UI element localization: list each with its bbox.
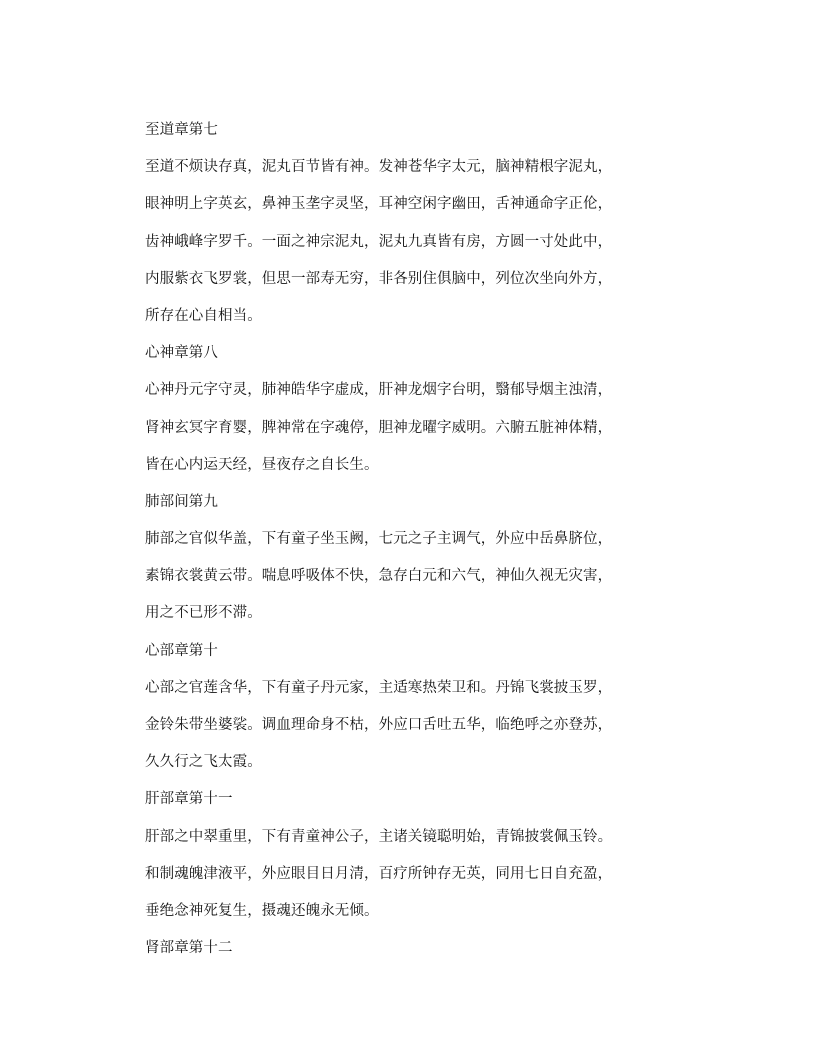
- section-title-11: 肝部章第十一: [145, 791, 233, 808]
- section-title-10: 心部章第十: [145, 642, 218, 659]
- text-line: 肺部之官似华盖，下有童子坐玉阙，七元之子主调气，外应中岳鼻脐位，: [145, 531, 613, 548]
- section-title-9: 肺部间第九: [145, 493, 218, 510]
- text-line: 皆在心内运天经，昼夜存之自长生。: [145, 456, 379, 473]
- text-line: 垂绝念神死复生，摄魂还魄永无倾。: [145, 902, 379, 919]
- text-line: 所存在心自相当。: [145, 307, 262, 324]
- text-line: 内服紫衣飞罗裳，但思一部寿无穷，非各别住俱脑中，列位次坐向外方，: [145, 270, 613, 287]
- text-line: 肾神玄冥字育婴，脾神常在字魂停，胆神龙曜字威明。六腑五脏神体精，: [145, 419, 613, 436]
- text-line: 用之不已形不滞。: [145, 605, 262, 622]
- text-line: 和制魂魄津液平，外应眼目日月清，百疗所钟存无英，同用七日自充盈，: [145, 865, 613, 882]
- text-line: 心神丹元字守灵，肺神皓华字虚成，肝神龙烟字台明，翳郁导烟主浊清，: [145, 382, 613, 399]
- text-line: 肝部之中翠重里，下有青童神公子，主诸关镜聪明始，青锦披裳佩玉铃。: [145, 828, 613, 845]
- text-line: 心部之官莲含华，下有童子丹元家，主适寒热荣卫和。丹锦飞裳披玉罗，: [145, 679, 613, 696]
- section-title-12: 肾部章第十二: [145, 940, 233, 957]
- section-title-8: 心神章第八: [145, 345, 218, 362]
- text-line: 素锦衣裳黄云带。喘息呼吸体不快，急存白元和六气，神仙久视无灾害，: [145, 568, 613, 585]
- text-line: 久久行之飞太霞。: [145, 754, 262, 771]
- text-line: 至道不烦诀存真，泥丸百节皆有神。发神苍华字太元，脑神精根字泥丸，: [145, 159, 613, 176]
- section-title-7: 至道章第七: [145, 122, 218, 138]
- document-body: [145, 112, 615, 967]
- text-line: 金铃朱带坐婆裟。调血理命身不枯，外应口舌吐五华，临绝呼之亦登苏，: [145, 717, 613, 733]
- text-line: 眼神明上字英玄，鼻神玉垄字灵坚，耳神空闲字幽田，舌神通命字正伦，: [145, 196, 613, 213]
- text-line: 齿神峨峰字罗千。一面之神宗泥丸，泥丸九真皆有房，方圆一寸处此中，: [145, 233, 613, 250]
